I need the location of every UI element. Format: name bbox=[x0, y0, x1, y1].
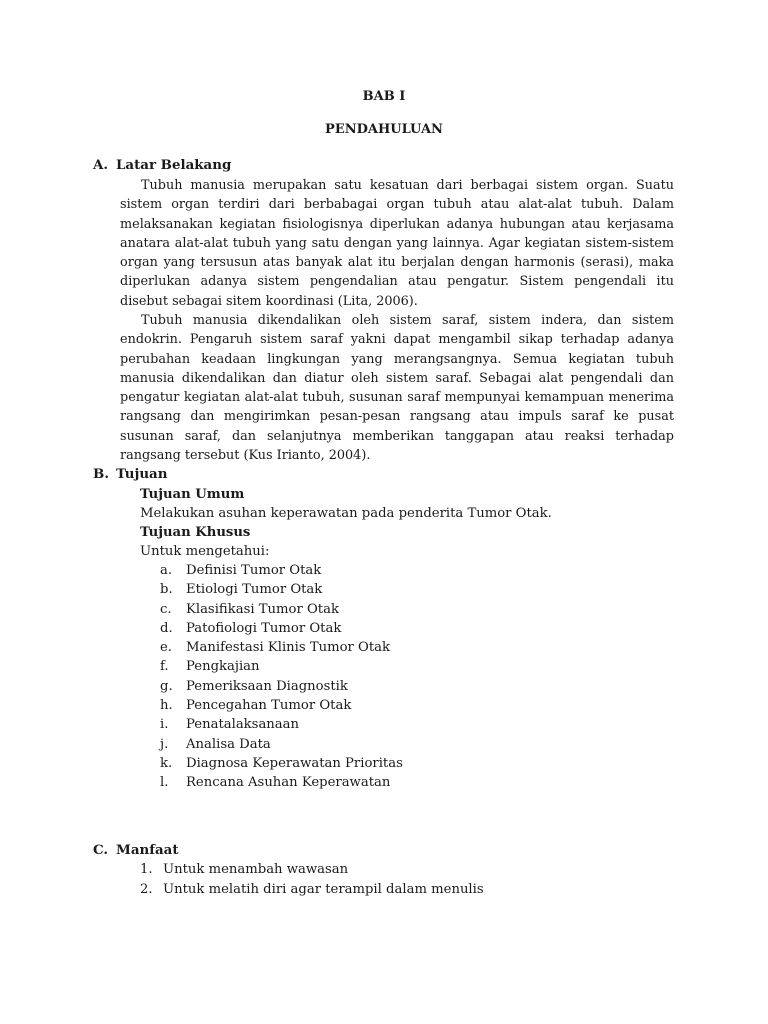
benefits-list bbox=[140, 860, 484, 899]
specific-objective-heading: Tujuan Khusus bbox=[140, 525, 251, 540]
general-objective-text: Melakukan asuhan keperawatan pada penderita Tumor Otak. bbox=[140, 506, 552, 521]
list-item: 2. Untuk melatih diri agar terampil dalam menulis bbox=[140, 881, 484, 897]
list-item: d. Patofiologi Tumor Otak bbox=[160, 620, 342, 636]
list-item: b. Etiologi Tumor Otak bbox=[160, 582, 323, 598]
list-item: l. Rencana Asuhan Keperawatan bbox=[160, 775, 391, 791]
list-item: g. Pemeriksaan Diagnostik bbox=[160, 678, 348, 694]
list-item: i. Penatalaksanaan bbox=[160, 717, 300, 733]
list-item: j. Analisa Data bbox=[160, 736, 271, 752]
section-a-letter: A. bbox=[93, 157, 109, 173]
list-item: k. Diagnosa Keperawatan Prioritas bbox=[160, 755, 403, 771]
list-item: 1. Untuk menambah wawasan bbox=[140, 862, 349, 877]
specific-objective-intro: Untuk mengetahui: bbox=[140, 544, 270, 559]
background-paragraph-1: Tubuh manusia merupakan satu kesatuan dari berbagai sistem organ. Suatu sistem organ terdiri dari berbabagai organ tubuh atau alat-alat tubuh. Dalam melaksanakan kegiatan fisiologisnya diperlukan adanya hubungan atau kerjasama anatara alat-alat tubuh yang satu dengan yang lainnya. Agar kegiatan sistem-sistem organ yang tersusun atas banyak alat itu berjalan dengan harmonis (serasi), maka diperlukan adanya sistem pengendalian atau pengatur. Sistem pengendali itu disebut sebagai sitem koordinasi (Lita, 2006). bbox=[120, 178, 674, 309]
section-c-title: Manfaat bbox=[116, 842, 179, 858]
section-b-heading bbox=[93, 465, 167, 484]
section-b-letter: B. bbox=[93, 466, 109, 482]
list-item: h. Pencegahan Tumor Otak bbox=[160, 698, 352, 714]
section-a-heading bbox=[93, 156, 231, 175]
list-item: e. Manifestasi Klinis Tumor Otak bbox=[160, 640, 391, 656]
section-c-heading bbox=[93, 841, 179, 860]
background-paragraph-2: Tubuh manusia dikendalikan oleh sistem saraf, sistem indera, dan sistem endokrin. Pengaruh sistem saraf yakni dapat mengambil sikap terhadap adanya perubahan keadaan lingkungan yang merangsangnya. Semua kegiatan tubuh manusia dikendalikan dan diatur oleh sistem saraf. Sebagai alat pengendali dan pengatur kegiatan alat-alat tubuh, susunan saraf mempunyai kemampuan menerima rangsang dan mengirimkan pesan-pesan rangsang atau impuls saraf ke pusat susunan saraf, dan selanjutnya memberikan tanggapan atau reaksi terhadap rangsang tersebut (Kus Irianto, 2004). bbox=[120, 313, 674, 464]
chapter-title: BAB I bbox=[362, 89, 406, 104]
chapter-subtitle: PENDAHULUAN bbox=[325, 122, 443, 137]
list-item: f. Pengkajian bbox=[160, 659, 260, 675]
section-a-title: Latar Belakang bbox=[116, 157, 232, 173]
section-c-letter: C. bbox=[93, 842, 109, 858]
general-objective-heading: Tujuan Umum bbox=[140, 487, 245, 502]
list-item: a. Definisi Tumor Otak bbox=[160, 563, 322, 578]
section-b-title: Tujuan bbox=[116, 466, 168, 482]
list-item: c. Klasifikasi Tumor Otak bbox=[160, 601, 339, 617]
specific-objectives-list bbox=[140, 561, 403, 793]
